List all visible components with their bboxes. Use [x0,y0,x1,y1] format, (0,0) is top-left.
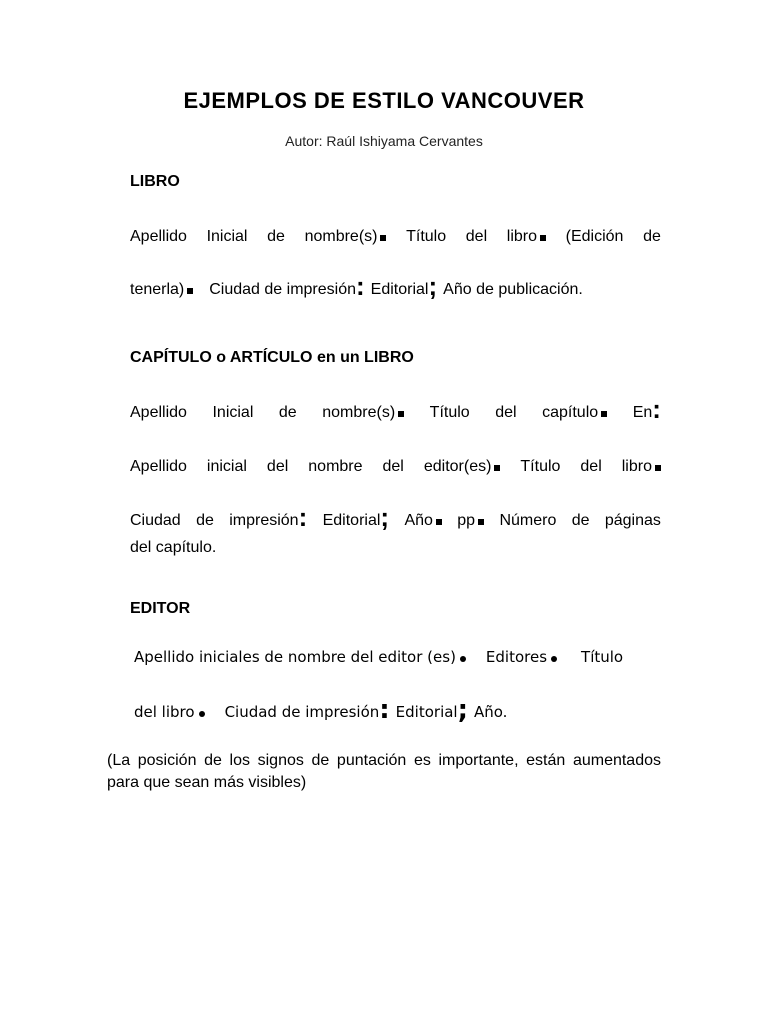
text-with-colon: En: [632,394,661,424]
text: del [580,458,602,475]
text: del [382,458,404,475]
text: del [266,458,289,475]
text-with-period: libro [622,458,661,476]
capitulo-line-2 [130,458,661,476]
section-heading-editor: EDITOR [130,600,191,617]
text: Año de publicación. [443,281,583,298]
author-line: Autor: Raúl Ishiyama Cervantes [285,133,483,149]
text: Apellido [130,228,187,245]
text: del capítulo. [130,539,217,556]
page-title: EJEMPLOS DE ESTILO VANCOUVER [183,88,585,113]
libro-line-1 [130,228,661,246]
text-with-period: Año [404,512,441,530]
text: Apellido [130,458,187,475]
text: de [267,228,285,245]
text: Inicial [212,404,254,421]
text: Título [581,648,624,666]
libro-line-2 [130,271,661,301]
text: Título [406,228,447,245]
text: páginas [604,512,661,529]
text: del [495,404,517,421]
text: de [278,404,297,421]
text-with-semicolon: Editorial; [395,695,468,725]
text: de [196,512,214,529]
text: nombre [308,458,363,475]
capitulo-line-1 [130,394,661,424]
text: de [643,228,661,245]
text-with-colon: impresión: [229,502,308,532]
text-with-colon: Ciudad de impresión: [224,695,390,725]
text-with-period: editor(es) [424,458,501,476]
editor-line-1 [134,648,661,666]
section-heading-libro: LIBRO [130,173,180,190]
editor-line-2 [134,695,661,725]
text-with-period: nombre(s) [305,228,387,246]
text: (Edición [565,228,624,245]
text: del [465,228,488,245]
text-with-period: tenerla) [130,281,193,299]
text-with-semicolon: Editorial; [370,271,438,301]
text: Apellido [130,404,187,421]
text: Número [499,512,557,529]
footnote: (La posición de los signos de puntación es importante, están aumentados para que sean más visibles) [107,752,661,791]
text: Ciudad [130,512,181,529]
text-with-period: pp [457,512,484,530]
text-with-period: libro [507,228,546,246]
text-with-semicolon: Editorial; [322,502,390,532]
capitulo-line-3 [130,502,661,532]
text-with-period: nombre(s) [322,404,404,422]
text: Año. [474,703,508,721]
text: Título [520,458,561,475]
text: Título [429,404,470,421]
section-heading-capitulo: CAPÍTULO o ARTÍCULO en un LIBRO [130,349,414,366]
text-with-colon: Ciudad de impresión: [209,271,365,301]
capitulo-line-4 [130,539,661,557]
text-with-period: capítulo [542,404,607,422]
text: Inicial [206,228,248,245]
text: de [571,512,590,529]
text-with-dot: Editores [486,648,557,666]
text-with-dot: Apellido iniciales de nombre del editor (es) [134,648,466,666]
text: inicial [206,458,247,475]
text-with-dot: del libro [134,703,205,721]
